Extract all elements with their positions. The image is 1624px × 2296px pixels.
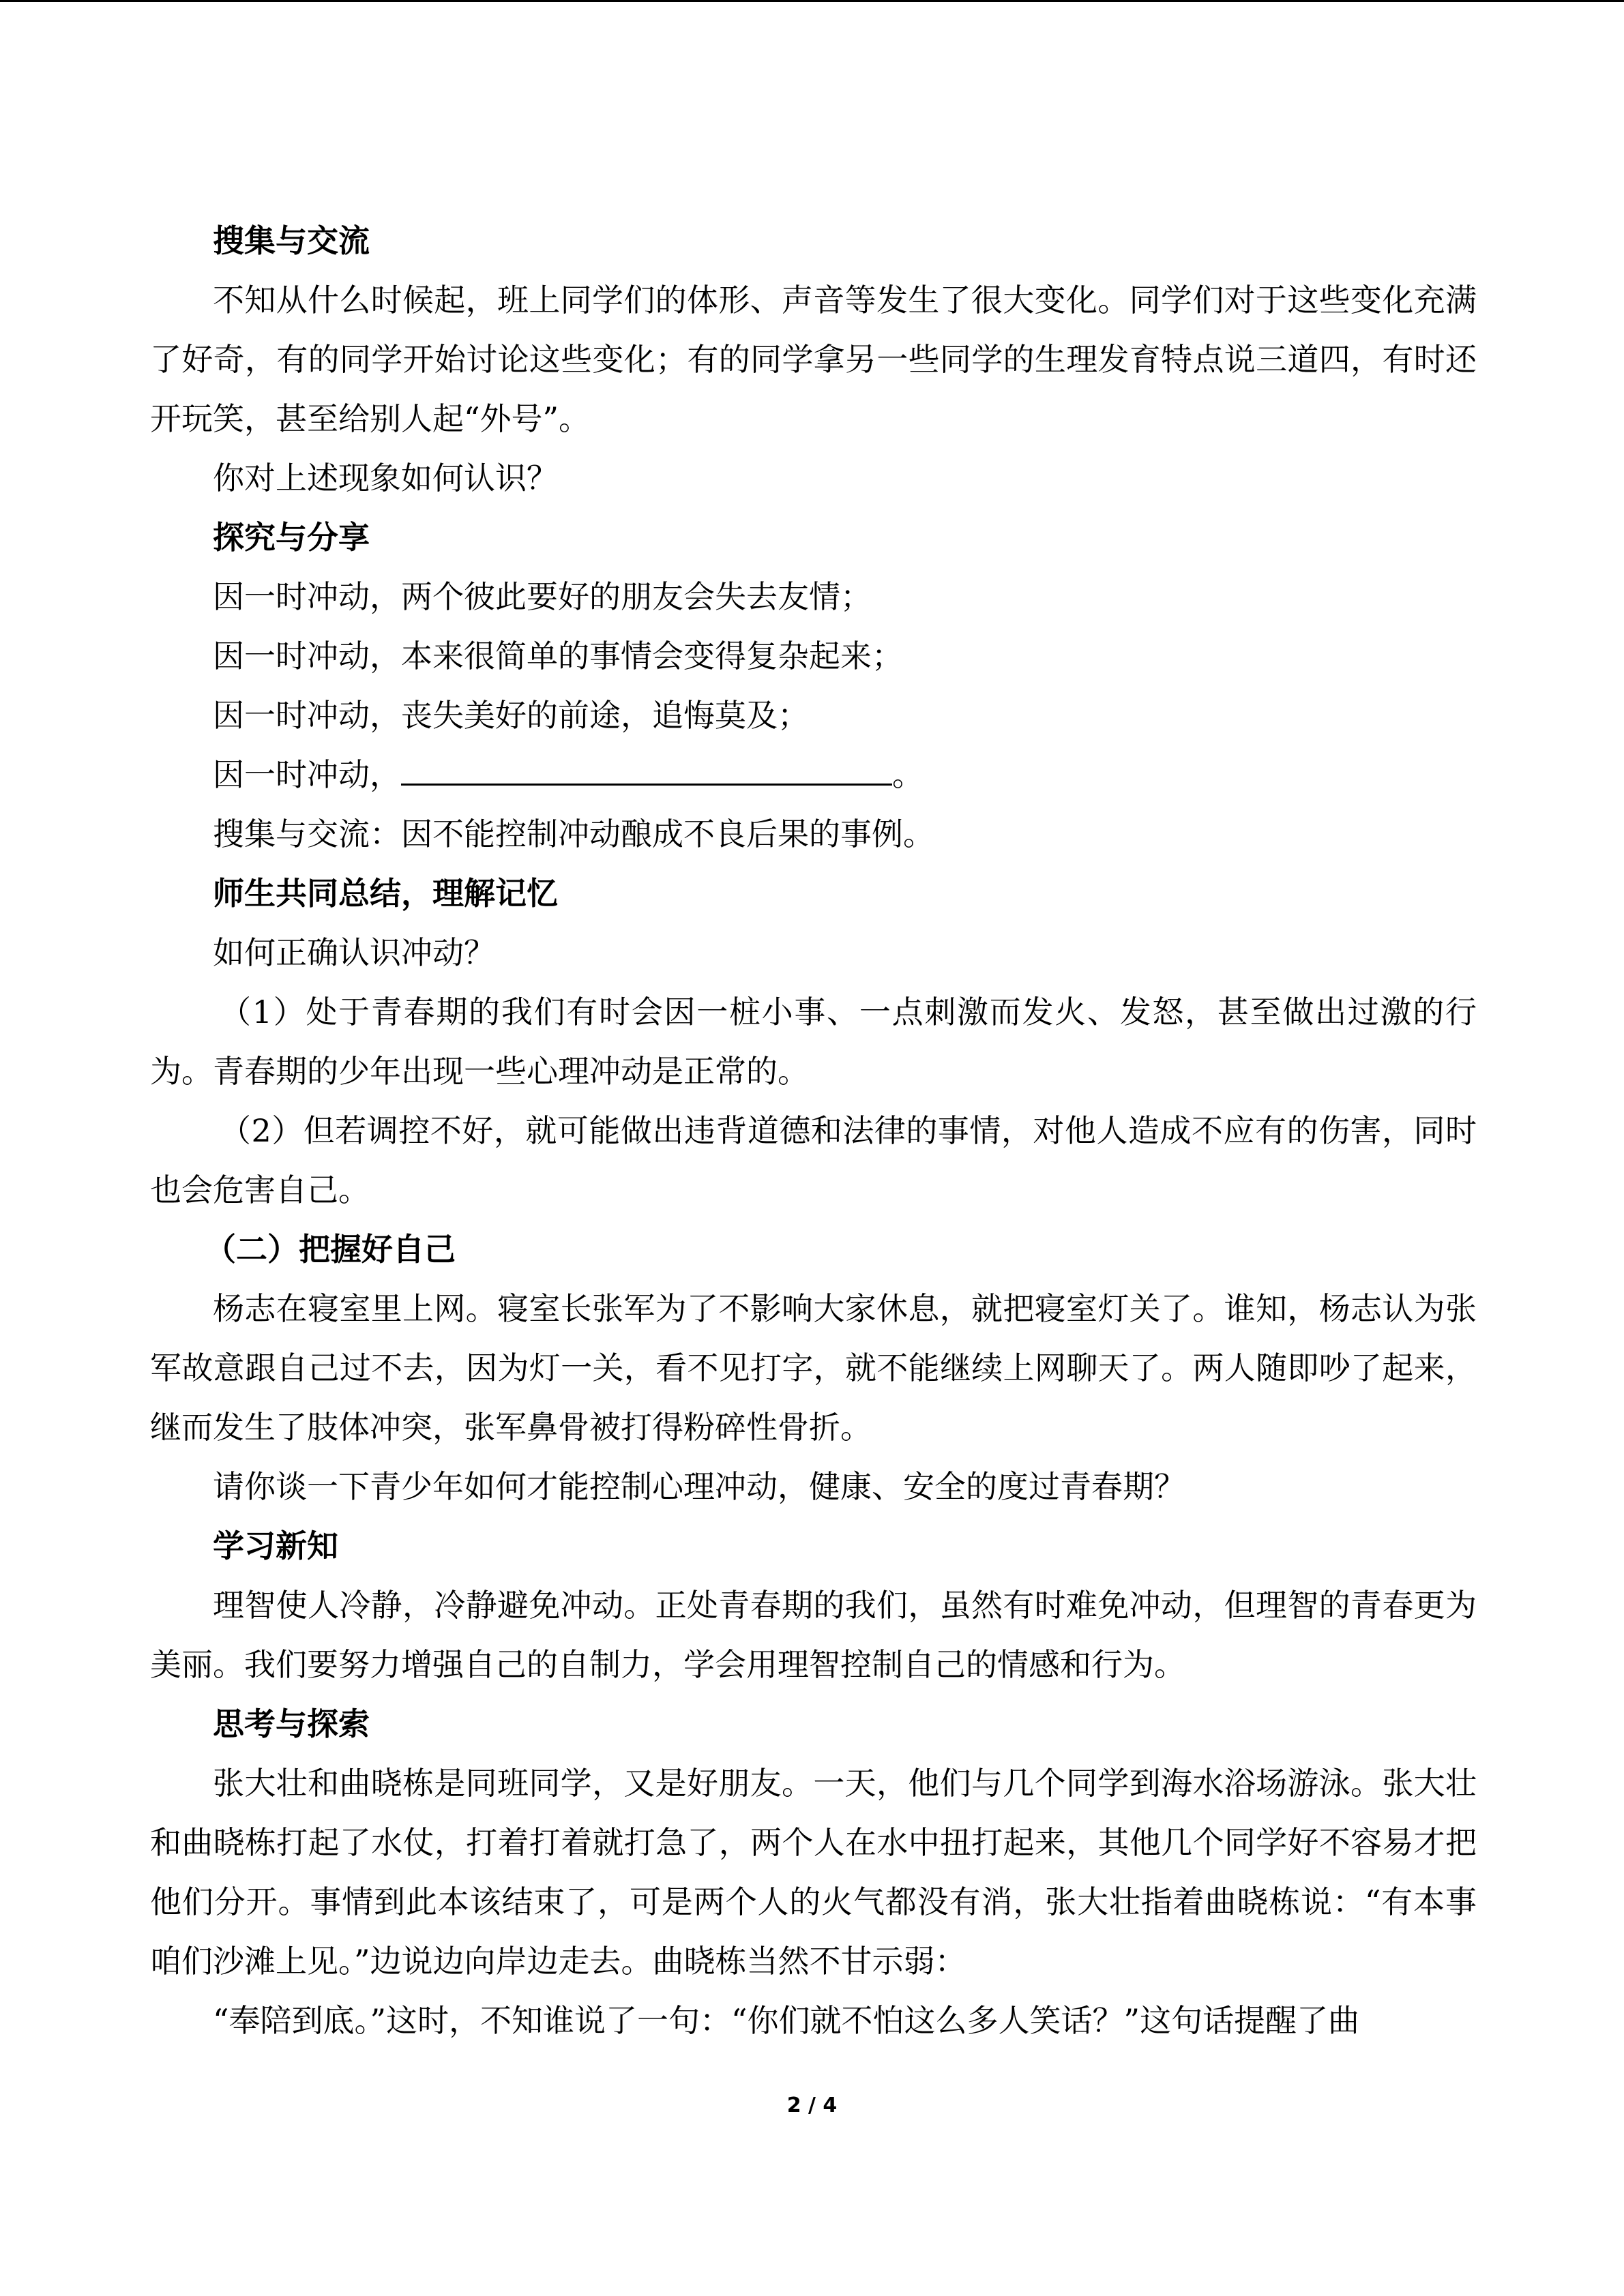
paragraph-dorm-story: 杨志在寝室里上网。寝室长张军为了不影响大家休息，就把寝室灯关了。谁知，杨志认为张军故意跟自己过不去，因为灯一关，看不见打字，就不能继续上网聊天了。两人随即吵了起来，继而发生了肢体冲突，张军鼻骨被打得粉碎性骨折。 <box>150 1290 1477 1446</box>
page-number: 2 / 4 <box>786 2093 838 2117</box>
paragraph-impulse-blank <box>150 745 1477 805</box>
top-border-line <box>0 0 1624 2</box>
fill-in-blank <box>401 756 892 786</box>
paragraph-point-2: （2）但若调控不好，就可能做出违背道德和法律的事情，对他人造成不应有的伤害，同时也会危害自己。 <box>150 1112 1477 1208</box>
paragraph-point-1: （1）处于青春期的我们有时会因一桩小事、一点刺激而发火、发怒，甚至做出过激的行为。青春期的少年出现一些心理冲动是正常的。 <box>150 994 1477 1090</box>
impulse-blank-prefix: 因一时冲动， <box>213 756 401 793</box>
paragraph-how-recognize-impulse: 如何正确认识冲动？ <box>213 934 495 971</box>
heading-think-explore: 思考与探索 <box>213 1705 370 1742</box>
paragraph-collect-examples: 搜集与交流：因不能控制冲动酿成不良后果的事例。 <box>213 816 934 852</box>
heading-collect-exchange: 搜集与交流 <box>213 222 370 259</box>
document-body <box>150 211 1477 2051</box>
paragraph-body-changes: 不知从什么时候起，班上同学们的体形、声音等发生了很大变化。同学们对于这些变化充满了好奇，有的同学开始讨论这些变化；有的同学拿另一些同学的生理发育特点说三道四，有时还开玩笑，甚至给别人起“外号”。 <box>150 282 1477 437</box>
paragraph-impulse-complicated: 因一时冲动，本来很简单的事情会变得复杂起来； <box>213 638 903 674</box>
paragraph-impulse-friendship: 因一时冲动，两个彼此要好的朋友会失去友情； <box>213 578 872 615</box>
heading-summary-memory: 师生共同总结，理解记忆 <box>213 875 558 912</box>
heading-control-yourself: （二）把握好自己 <box>205 1231 456 1268</box>
paragraph-swimming-story: 张大壮和曲晓栋是同班同学，又是好朋友。一天，他们与几个同学到海水浴场游泳。张大壮和曲晓栋打起了水仗，打着打着就打急了，两个人在水中扭打起来，其他几个同学好不容易才把他们分开。事情到此本该结束了，可是两个人的火气都没有消，张大壮指着曲晓栋说：“有本事咱们沙滩上见。”边说边向岸边走去。曲晓栋当然不甘示弱： <box>150 1765 1477 1980</box>
impulse-blank-suffix: 。 <box>892 756 924 793</box>
paragraph-question-recognize: 你对上述现象如何认识？ <box>213 460 558 496</box>
paragraph-reason-calm: 理智使人冷静，冷静避免冲动。正处青春期的我们，虽然有时难免冲动，但理智的青春更为美丽。我们要努力增强自己的自制力，学会用理智控制自己的情感和行为。 <box>150 1587 1477 1683</box>
heading-explore-share: 探究与分享 <box>213 519 370 556</box>
heading-learn-new: 学习新知 <box>213 1527 338 1564</box>
paragraph-impulse-future: 因一时冲动，丧失美好的前途，追悔莫及； <box>213 697 809 734</box>
paragraph-swimming-story-cont: “奉陪到底。”这时，不知谁说了一句：“你们就不怕这么多人笑话？”这句话提醒了曲 <box>213 2002 1360 2039</box>
paragraph-discuss-question: 请你谈一下青少年如何才能控制心理冲动，健康、安全的度过青春期？ <box>213 1468 1185 1505</box>
